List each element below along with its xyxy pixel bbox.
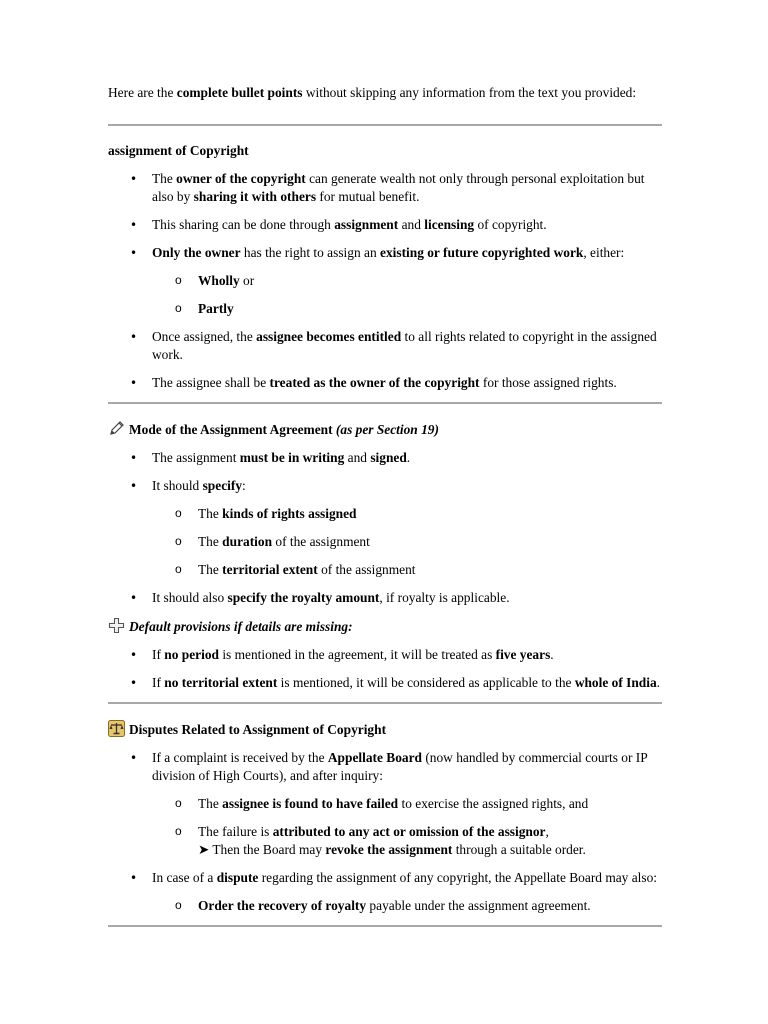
bullet-list [108,170,662,392]
list-item: • It should specify: o The kinds of rights assigned o The duration of the assignment o The territorial extent of the assignment [108,477,662,579]
pencil-icon [108,420,125,437]
list-item: • The assignment must be in writing and signed. [108,449,662,467]
sub-list-item: o The kinds of rights assigned [152,505,662,523]
default-provisions-heading: Default provisions if details are missing: [108,617,662,636]
sub-list-item: o Partly [152,300,662,318]
section-heading-assignment: assignment of Copyright [108,143,249,158]
sub-list-item: o The duration of the assignment [152,533,662,551]
list-item: • The owner of the copyright can generate wealth not only through personal exploitation but also by sharing it with others for mutual benefit. [108,170,662,206]
bullet-list [108,749,662,915]
sub-list [152,897,662,915]
sub-list [152,795,662,859]
section-divider [108,925,662,927]
section-divider [108,402,662,404]
list-item: • If no period is mentioned in the agreement, it will be treated as five years. [108,646,662,664]
list-item: • Once assigned, the assignee becomes entitled to all rights related to copyright in the assigned work. [108,328,662,364]
pushpin-icon [108,617,125,634]
list-item: • The assignee shall be treated as the owner of the copyright for those assigned rights. [108,374,662,392]
sub-list-item: o The assignee is found to have failed to exercise the assigned rights, and [152,795,662,813]
list-item: • This sharing can be done through assignment and licensing of copyright. [108,216,662,234]
section-heading-disputes: Disputes Related to Assignment of Copyright [108,720,662,739]
section-divider [108,702,662,704]
sub-list [152,505,662,579]
intro-paragraph: Here are the complete bullet points without skipping any information from the text you provided: [108,85,637,100]
sub-list-item: o Wholly or [152,272,662,290]
sub-list-item: o Order the recovery of royalty payable under the assignment agreement. [152,897,662,915]
bullet-list [108,449,662,607]
arrow-icon: ➤ [198,842,210,857]
list-item: • If a complaint is received by the Appellate Board (now handled by commercial courts or IP division of High Courts), and after inquiry: o The assignee is found to have failed to exercise the assigned rights, and o The failure is attributed to any act or omission of the assignor, ➤ Then the Board may revoke the assignment through a suitable order. [108,749,662,859]
sub-list-item: o The failure is attributed to any act or omission of the assignor, ➤ Then the Board may revoke the assignment through a suitable order. [152,823,662,859]
bullet-list [108,646,662,692]
list-item: • If no territorial extent is mentioned, it will be considered as applicable to the whole of India. [108,674,662,692]
sub-list-item: o The territorial extent of the assignment [152,561,662,579]
list-item: • Only the owner has the right to assign an existing or future copyrighted work, either: o Wholly or o Partly [108,244,662,318]
document-content [108,84,662,943]
section-divider [108,124,662,126]
sub-list [152,272,662,318]
balance-scale-icon [108,720,125,737]
list-item: • In case of a dispute regarding the assignment of any copyright, the Appellate Board may also: o Order the recovery of royalty payable under the assignment agreement. [108,869,662,915]
section-heading-mode: Mode of the Assignment Agreement (as per Section 19) [108,420,662,439]
list-item: • It should also specify the royalty amount, if royalty is applicable. [108,589,662,607]
